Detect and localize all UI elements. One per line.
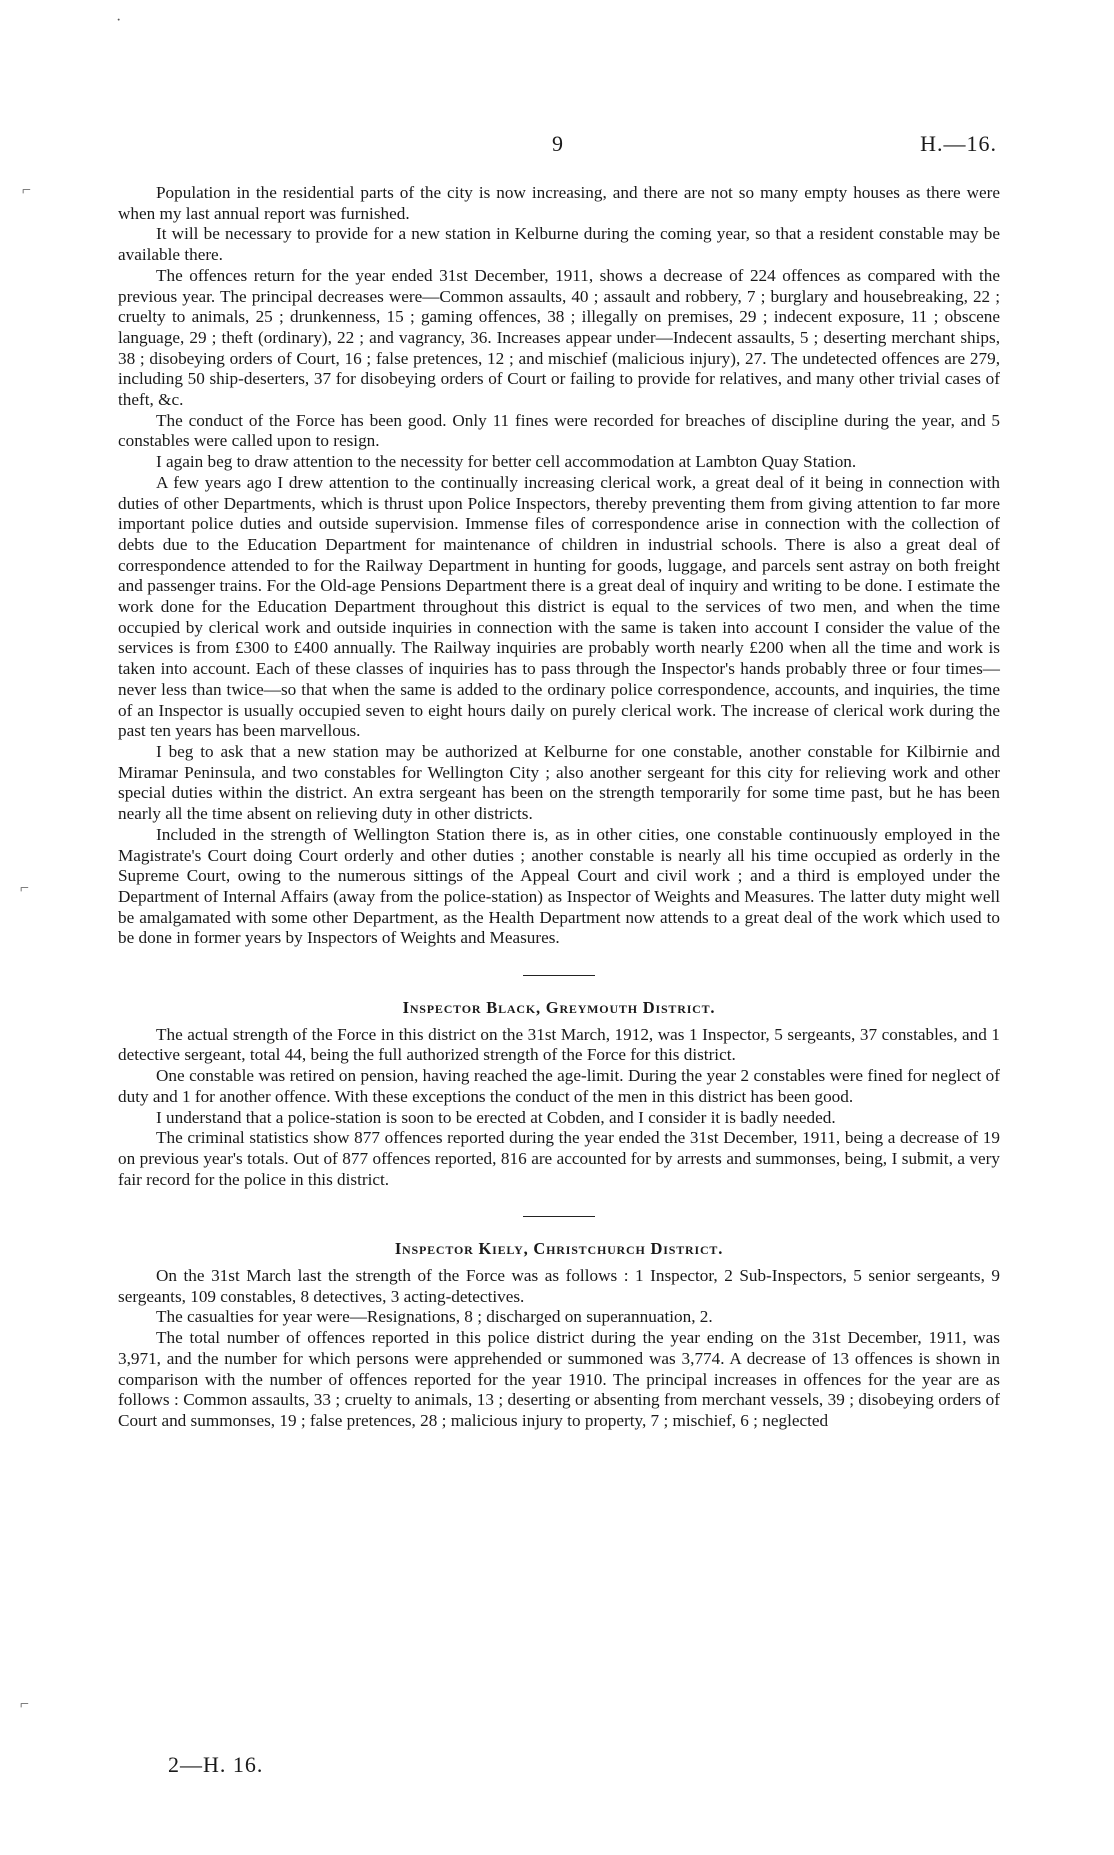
document-reference: H.—16. xyxy=(920,131,997,156)
wellington-section xyxy=(118,183,1000,949)
signature-mark: 2—H. 16. xyxy=(168,1752,264,1777)
body-text xyxy=(118,183,1000,1432)
margin-mark: ⌐ xyxy=(20,880,30,897)
page-number: 9 xyxy=(552,131,563,156)
paragraph: Population in the residential parts of the city is now increasing, and there are not so many empty houses as there were when my last annual report was furnished. xyxy=(118,183,1000,223)
paragraph: I beg to ask that a new station may be authorized at Kelburne for one constable, another constable for Kilbirnie and Miramar Peninsula, and two constables for Wellington City ; also another sergeant for this city for relieving work and other special duties within the district. An extra sergeant has been on the strength temporarily for some time past, but he has been nearly all the time absent on relieving duty in other districts. xyxy=(118,741,1000,824)
paragraph: The conduct of the Force has been good. Only 11 fines were recorded for breaches of discipline during the year, and 5 constables were called upon to resign. xyxy=(118,410,1000,451)
margin-mark: ⌐ xyxy=(22,182,32,199)
paragraph: A few years ago I drew attention to the continually increasing clerical work, a great deal of it being in connection with duties of other Departments, which is thrust upon Police Inspectors, thereby preventing them from giving attention to far more important police duties and outside supervision. Immense files of correspondence arise in connection with the collection of debts due to the Education Department for maintenance of children in industrial schools. There is also a great deal of correspondence attended to for the Railway Department in hunting for goods, luggage, and parcels sent astray on both freight and passenger trains. For the Old-age Pensions Department there is a great deal of inquiry and writing to be done. I estimate the work done for the Education Department throughout this district is equal to the services of two men, and when the time occupied by clerical work and outside inquiries in connection with the same is taken into account I consider the value of the services is from £300 to £400 annually. The Railway inquiries are probably worth nearly £200 when all the time and work is taken into account. Each of these classes of inquiries has to pass through the Inspector's hands probably three or four times—never less than twice—so that when the same is added to the ordinary police correspondence, accounts, and inquiries, the time of an Inspector is usually occupied seven to eight hours daily on purely clerical work. The increase of clerical work during the past ten years has been marvellous. xyxy=(118,472,1000,741)
scan-mark: · xyxy=(116,12,122,29)
paragraph: The actual strength of the Force in this district on the 31st March, 1912, was 1 Inspector, 5 sergeants, 37 constables, and 1 detective sergeant, total 44, being the full authorized strength of the Force for this district. xyxy=(118,1024,1000,1065)
paragraph: On the 31st March last the strength of the Force was as follows : 1 Inspector, 2 Sub-Inspectors, 5 senior sergeants, 9 sergeants, 109 constables, 8 detectives, 3 acting-detectives. xyxy=(118,1266,1000,1306)
christchurch-section xyxy=(118,1239,1000,1431)
section-divider xyxy=(523,975,595,976)
section-heading: Inspector Kiely, Christchurch District. xyxy=(394,1239,724,1259)
paragraph: It will be necessary to provide for a new station in Kelburne during the coming year, so that a resident constable may be available there. xyxy=(118,224,1000,265)
paragraph: I understand that a police-station is soon to be erected at Cobden, and I consider it is badly needed. xyxy=(156,1107,836,1127)
greymouth-section xyxy=(118,998,1000,1190)
paragraph: The casualties for year were—Resignations, 8 ; discharged on superannuation, 2. xyxy=(156,1307,713,1327)
paragraph: One constable was retired on pension, having reached the age-limit. During the year 2 constables were fined for neglect of duty and 1 for another offence. With these exceptions the conduct of the men in this district has been good. xyxy=(118,1066,1000,1106)
section-heading: Inspector Black, Greymouth District. xyxy=(402,998,716,1018)
paragraph: I again beg to draw attention to the necessity for better cell accommodation at Lambton Quay Station. xyxy=(156,452,857,472)
margin-mark: ⌐ xyxy=(20,1696,30,1713)
paragraph: The criminal statistics show 877 offences reported during the year ended the 31st December, 1911, being a decrease of 19 on previous year's totals. Out of 877 offences reported, 816 are accounted for by arrests and summonses, being, I submit, a very fair record for the police in this district. xyxy=(118,1128,1000,1189)
paragraph: Included in the strength of Wellington Station there is, as in other cities, one constable continuously employed in the Magistrate's Court doing Court orderly and other duties ; another constable is nearly all his time occupied as orderly in the Supreme Court, owing to the numerous sittings of the Appeal Court and civil work ; and a third is employed under the Department of Internal Affairs (away from the police-station) as Inspector of Weights and Measures. The latter duty might well be amalgamated with some other Department, as the Health Department now attends to a great deal of the work which used to be done in former years by Inspectors of Weights and Measures. xyxy=(118,824,1000,948)
paragraph: The offences return for the year ended 31st December, 1911, shows a decrease of 224 offences as compared with the previous year. The principal decreases were—Common assaults, 40 ; assault and robbery, 7 ; burglary and housebreaking, 22 ; cruelty to animals, 25 ; drunkenness, 15 ; gaming offences, 38 ; illegally on premises, 29 ; indecent exposure, 11 ; obscene language, 29 ; theft (ordinary), 22 ; and vagrancy, 36. Increases appear under—Indecent assaults, 5 ; deserting merchant ships, 38 ; disobeying orders of Court, 16 ; false pretences, 12 ; and mischief (malicious injury), 27. The undetected offences are 279, including 50 ship-deserters, 37 for disobeying orders of Court or failing to provide for relatives, and many other trivial cases of theft, &c. xyxy=(118,265,1000,410)
page-header xyxy=(0,131,1114,161)
section-divider xyxy=(523,1216,595,1217)
paragraph: The total number of offences reported in this police district during the year ending on the 31st December, 1911, was 3,971, and the number for which persons were apprehended or summoned was 3,774. A decrease of 13 offences is shown in comparison with the number of offences reported for the year 1910. The principal increases in offences for the year are as follows : Common assaults, 33 ; cruelty to animals, 13 ; deserting or absenting from merchant vessels, 39 ; disobeying orders of Court and summonses, 19 ; false pretences, 28 ; malicious injury to property, 7 ; mischief, 6 ; neglected xyxy=(118,1328,1000,1430)
